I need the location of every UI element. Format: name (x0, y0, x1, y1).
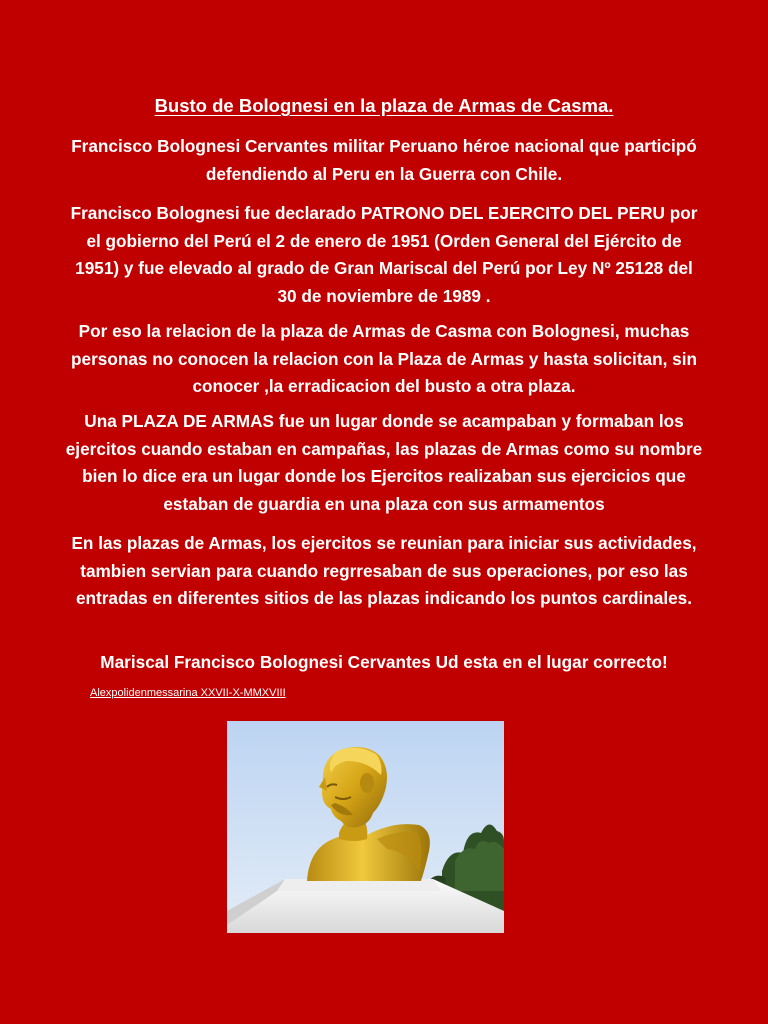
paragraph-relacion: Por eso la relacion de la plaza de Armas de Casma con Bolognesi, muchas personas no conocen la relacion con la Plaza de Armas y hasta solicitan, sin conocer ,la erradicacion del busto a otra plaza. (71, 321, 697, 396)
bust-photo-illustration (227, 721, 504, 933)
paragraph-patrono: Francisco Bolognesi fue declarado PATRONO DEL EJERCITO DEL PERU por el gobierno del Perú el 2 de enero de 1951 (Orden General del Ejército de 1951) y fue elevado al grado de Gran Mariscal del Perú por Ley Nº 25128 del 30 de noviembre de 1989 . (70, 203, 698, 306)
paragraph-intro: Francisco Bolognesi Cervantes militar Peruano héroe nacional que participó defendiendo al Peru en la Guerra con Chile. (71, 136, 697, 184)
author-signature: Alexpolidenmessarina XXVII-X-MMXVIII (90, 687, 286, 699)
bust-photo (227, 721, 504, 933)
paragraph-closing: Mariscal Francisco Bolognesi Cervantes Ud esta en el lugar correcto! (100, 652, 668, 672)
paragraph-ejercitos: En las plazas de Armas, los ejercitos se reunian para iniciar sus actividades, tambien servian para cuando regrresaban de sus operaciones, por eso las entradas en diferentes sitios de las plazas indicando los puntos cardinales. (71, 533, 697, 608)
paragraph-plaza-de-armas: Una PLAZA DE ARMAS fue un lugar donde se acampaban y formaban los ejercitos cuando estaban en campañas, las plazas de Armas como su nombre bien lo dice era un lugar donde los Ejercitos realizaban sus ejercicios que estaban de guardia en una plaza con sus armamentos (65, 411, 703, 514)
page-title: Busto de Bolognesi en la plaza de Armas de Casma. (154, 95, 614, 116)
